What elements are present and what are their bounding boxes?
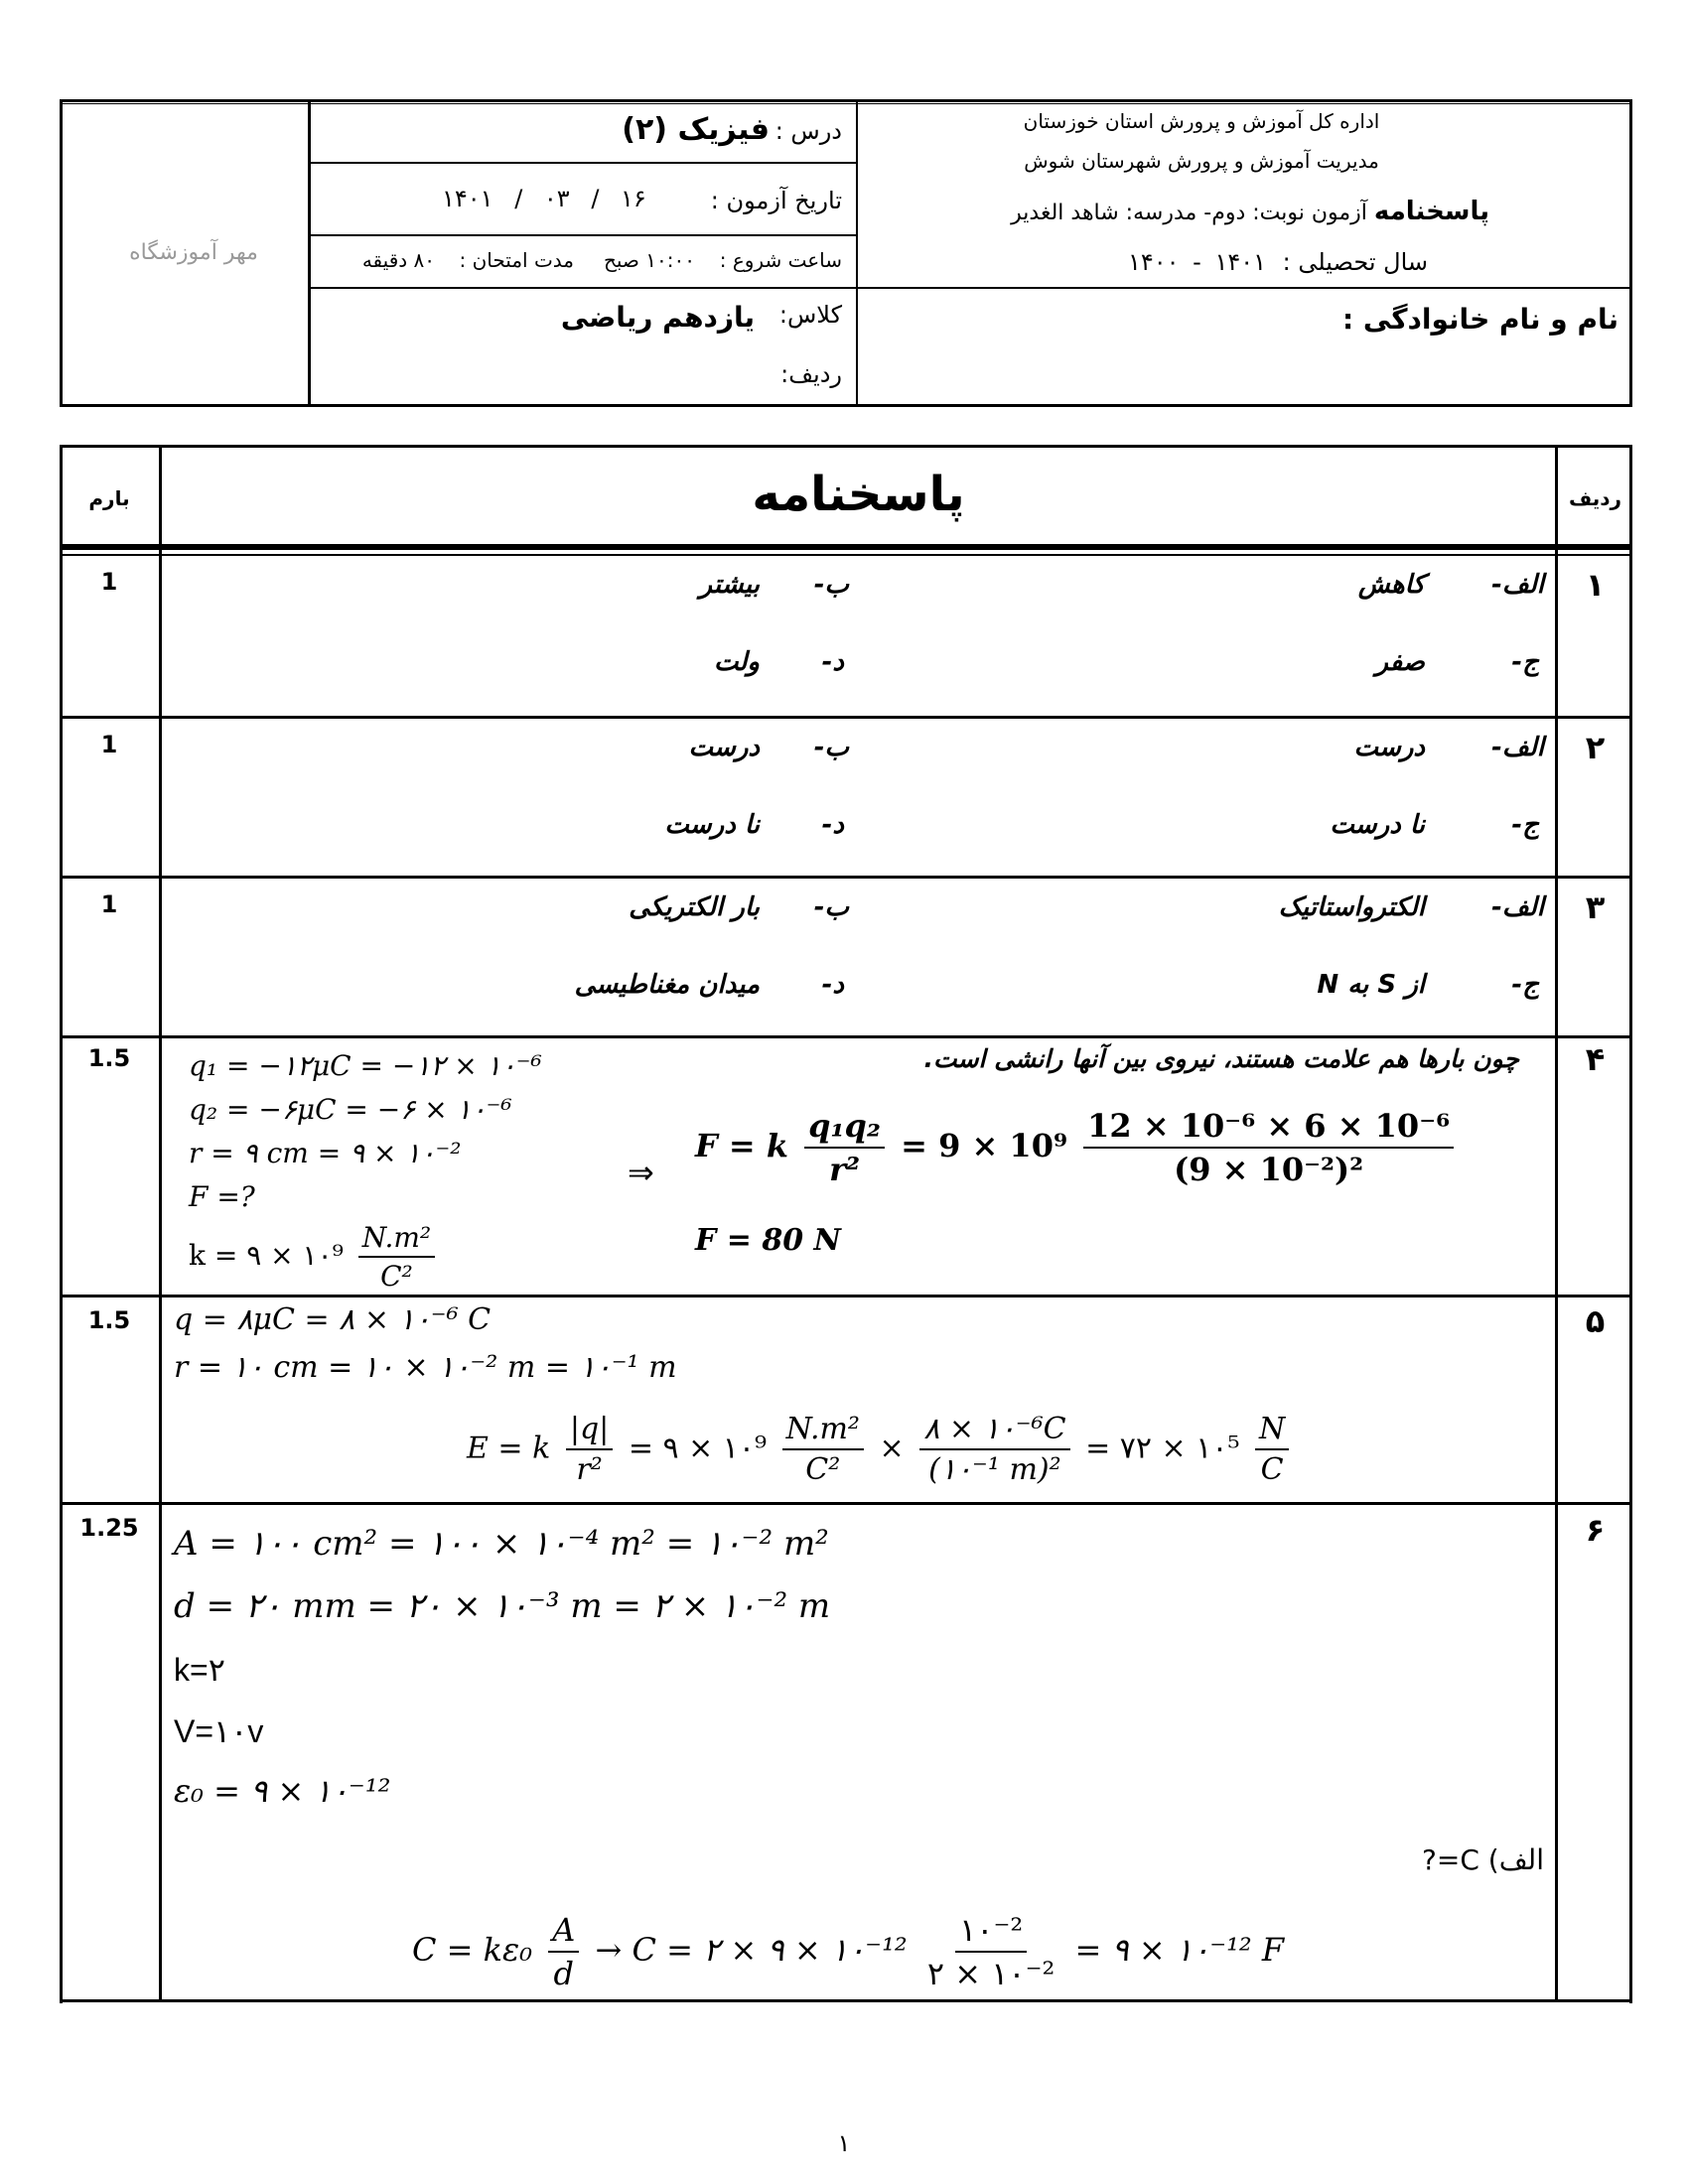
duration-value: ۸۰ دقیقه	[361, 248, 435, 272]
q6-c-lhs: C = kε₀	[412, 1931, 533, 1969]
name-label: نام و نام خانوادگی :	[1341, 303, 1618, 336]
q4-formula-num: q₁q₂	[804, 1107, 885, 1149]
q5-e-num: |q|	[566, 1412, 613, 1450]
org-line-2: مدیریت آموزش و پرورش شهرستان شوش	[1024, 149, 1379, 173]
q5-line-1: q = ۸μC = ۸ × ۱۰⁻⁶ C	[174, 1302, 492, 1337]
q4-formula-num2: 12 × 10⁻⁶ × 6 × 10⁻⁶	[1083, 1107, 1454, 1149]
year-value: ۱۴۰۱ - ۱۴۰۰	[1127, 248, 1266, 276]
start-time-value: ۱۰:۰۰ صبح	[603, 248, 695, 272]
q4-k-prefix: k = ۹ × ۱۰⁹	[189, 1239, 344, 1272]
col-score-header: بارم	[88, 486, 130, 510]
option-c-answer: از S به N	[1317, 970, 1425, 1000]
q6-c-den2: ۲ × ۱۰⁻²	[926, 1955, 1055, 1992]
q6-formula	[412, 1911, 1284, 1992]
class-value: یازدهم ریاضی	[560, 301, 755, 334]
q5-e-den2: C²	[805, 1452, 841, 1487]
q5-score: 1.5	[87, 1306, 131, 1334]
option-b-label: ب-	[813, 570, 849, 600]
q5-e-mid: = ۹ × ۱۰⁹	[628, 1431, 768, 1466]
q6-line-2: d = ۲۰ mm = ۲۰ × ۱۰⁻³ m = ۲ × ۱۰⁻² m	[174, 1586, 831, 1626]
q4-arrow: ⇒	[628, 1154, 654, 1191]
q6-v: V=۱۰v	[174, 1713, 264, 1749]
row-number: ۳	[1585, 888, 1606, 926]
q6-c-res: = ۹ × ۱۰⁻¹² F	[1074, 1931, 1285, 1969]
exam-info	[1011, 197, 1489, 226]
option-b-label: ب-	[813, 733, 849, 762]
q6-c-num2: ۱۰⁻²	[955, 1911, 1027, 1953]
q5-e-lhs: E = k	[467, 1431, 551, 1466]
option-a-label: الف-	[1491, 892, 1544, 922]
table-title: پاسخنامه	[752, 467, 965, 522]
option-d-answer: نا درست	[664, 810, 760, 840]
q4-k-num: N.m²	[358, 1221, 435, 1258]
option-b-label: ب-	[813, 892, 849, 922]
option-d-label: د-	[821, 810, 844, 840]
exam-date-value: ۱۶ / ۰۳ / ۱۴۰۱	[442, 185, 646, 212]
q4-formula-lhs: F = k	[695, 1127, 788, 1164]
q6-c-num: A	[548, 1911, 579, 1953]
q5-frac1	[566, 1412, 613, 1487]
q5-number: ۵	[1585, 1302, 1606, 1340]
q4-given-2: q₂ = −۶μC = −۶ × ۱۰⁻⁶	[189, 1093, 512, 1126]
q5-formula	[467, 1412, 1295, 1487]
q5-e-num4: N	[1255, 1412, 1289, 1450]
row-score: 1	[100, 731, 118, 758]
option-d-label: د-	[821, 970, 844, 1000]
q6-part-a: الف) C=?	[1421, 1843, 1544, 1876]
col-row-header: ردیف	[1568, 486, 1622, 510]
option-d-answer: میدان مغناطیسی	[574, 970, 760, 1000]
option-a-label: الف-	[1491, 570, 1544, 600]
q5-e-eq: = ۷۲ × ۱۰⁵	[1085, 1431, 1240, 1466]
class-label: کلاس:	[778, 301, 842, 329]
q4-formula-frac2	[1083, 1107, 1454, 1188]
q6-score: 1.25	[79, 1514, 139, 1542]
q5-e-den4: C	[1260, 1452, 1284, 1487]
q6-k: k=۲	[174, 1652, 225, 1688]
option-a-answer: درست	[1353, 733, 1425, 762]
answer-key-word: پاسخنامه	[1373, 197, 1489, 226]
q4-k-frac	[358, 1221, 435, 1293]
duration-label: مدت امتحان :	[459, 248, 574, 272]
q6-frac1	[548, 1911, 579, 1992]
q4-score: 1.5	[87, 1044, 131, 1072]
q5-e-num3: ۸ × ۱۰⁻⁶C	[919, 1412, 1069, 1450]
q5-frac4	[1255, 1412, 1289, 1487]
q4-formula-den2: (9 × 10⁻²)²	[1174, 1151, 1364, 1188]
row-number: ۲	[1585, 729, 1606, 766]
row-number: ۱	[1585, 566, 1606, 604]
q4-statement: چون بارها هم علامت هستند، نیروی بین آنها رانشی است.	[923, 1044, 1519, 1073]
q4-given-3: r = ۹ cm = ۹ × ۱۰⁻²	[189, 1137, 462, 1169]
subject-label: درس :	[774, 117, 842, 145]
school-stamp-label: مهر آموزشگاه	[129, 240, 258, 265]
q6-number: ۶	[1585, 1511, 1606, 1549]
q4-formula	[695, 1107, 1460, 1188]
q5-times: ×	[879, 1431, 905, 1466]
option-c-label: ج-	[1511, 810, 1539, 840]
q6-c-den: d	[553, 1955, 574, 1992]
q4-given	[189, 1044, 542, 1219]
row-label: ردیف:	[780, 360, 842, 388]
q5-frac2	[782, 1412, 864, 1487]
q6-eps: ε₀ = ۹ × ۱۰⁻¹²	[174, 1772, 391, 1810]
option-a-label: الف-	[1491, 733, 1544, 762]
q5-e-den: r²	[576, 1452, 603, 1487]
option-a-answer: کاهش	[1357, 570, 1425, 600]
option-c-label: ج-	[1511, 647, 1539, 677]
q5-line-2: r = ۱۰ cm = ۱۰ × ۱۰⁻² m = ۱۰⁻¹ m	[174, 1350, 677, 1385]
q4-formula-mid: = 9 × 10⁹	[901, 1127, 1067, 1164]
q4-number: ۴	[1585, 1040, 1606, 1078]
q4-result: F = 80 N	[695, 1223, 841, 1258]
row-score: 1	[100, 568, 118, 596]
q4-given-4: F =?	[189, 1180, 255, 1213]
exam-info-text: آزمون نوبت: دوم- مدرسه: شاهد الغدیر	[1011, 201, 1367, 225]
q4-k	[189, 1221, 441, 1293]
option-c-answer: صفر	[1375, 647, 1425, 677]
option-c-answer: نا درست	[1330, 810, 1425, 840]
start-time-label: ساعت شروع :	[719, 248, 842, 272]
option-a-answer: الکترواستاتیک	[1278, 892, 1425, 922]
subject-value: فیزیک (۲)	[622, 112, 770, 147]
q6-frac2	[923, 1911, 1058, 1992]
option-b-answer: بار الکتریکی	[629, 892, 760, 922]
q6-c-mid: → C = ۲ × ۹ × ۱۰⁻¹²	[595, 1931, 908, 1969]
org-line-1: اداره کل آموزش و پرورش استان خوزستان	[1023, 109, 1380, 133]
q5-e-den3: (۱۰⁻¹ m)²	[928, 1452, 1061, 1487]
q4-formula-den: r²	[829, 1151, 860, 1188]
q5-e-num2: N.m²	[782, 1412, 864, 1450]
option-d-label: د-	[821, 647, 844, 677]
row-score: 1	[100, 890, 118, 918]
q4-k-den: C²	[380, 1260, 413, 1293]
q6-line-1: A = ۱۰۰ cm² = ۱۰۰ × ۱۰⁻⁴ m² = ۱۰⁻² m²	[174, 1524, 829, 1564]
year-label: سال تحصیلی :	[1282, 248, 1428, 276]
option-b-answer: بیشتر	[699, 570, 760, 600]
option-d-answer: ولت	[713, 647, 760, 677]
option-b-answer: درست	[688, 733, 760, 762]
option-c-label: ج-	[1511, 970, 1539, 1000]
q4-formula-frac1	[804, 1107, 885, 1188]
exam-date-label: تاریخ آزمون :	[710, 187, 842, 214]
page-number: ۱	[837, 2129, 851, 2157]
q5-frac3	[919, 1412, 1069, 1487]
q4-given-1: q₁ = −۱۲μC = −۱۲ × ۱۰⁻⁶	[189, 1049, 542, 1082]
